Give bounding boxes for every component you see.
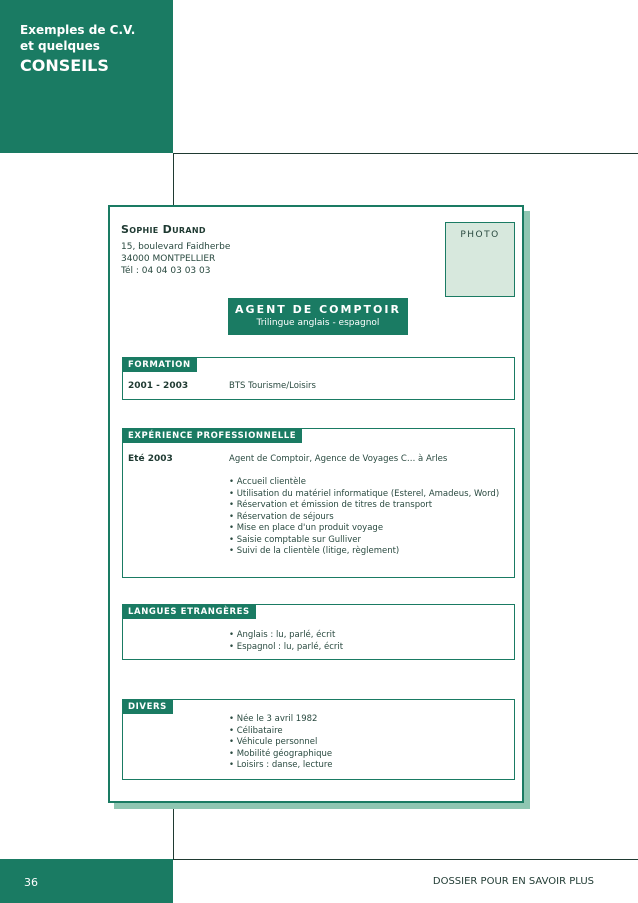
divers-item: • Mobilité géographique <box>229 748 333 759</box>
cv-name: Sophie Durand <box>121 223 206 236</box>
experience-tab: EXPÉRIENCE PROFESSIONNELLE <box>122 429 302 443</box>
header-line-1: Exemples de C.V. <box>20 23 136 37</box>
header-title: CONSEILS <box>20 56 109 75</box>
divers-item: • Célibataire <box>229 725 283 736</box>
job-title: AGENT DE COMPTOIR <box>235 303 401 316</box>
language-item: • Anglais : lu, parlé, écrit <box>229 630 336 640</box>
language-item: • Espagnol : lu, parlé, écrit <box>229 642 344 652</box>
experience-item: • Réservation et émission de titres de transport <box>229 500 433 510</box>
left-rule-bottom <box>173 809 174 859</box>
photo-placeholder <box>445 222 515 297</box>
header-line-2: et quelques <box>20 39 100 53</box>
languages-tab: LANGUES ETRANGÈRES <box>122 605 256 619</box>
footer-title: DOSSIER POUR EN SAVOIR PLUS <box>432 876 594 887</box>
experience-item: • Suivi de la clientèle (litige, règlement) <box>229 546 400 556</box>
job-subtitle: Trilingue anglais - espagnol <box>256 318 380 328</box>
header-subtitle <box>20 22 135 54</box>
formation-tab: FORMATION <box>122 358 197 372</box>
formation-desc: BTS Tourisme/Loisirs <box>229 381 316 391</box>
job-banner <box>228 298 408 335</box>
left-rule-top <box>173 153 174 205</box>
experience-item: • Mise en place d'un produit voyage <box>229 523 384 533</box>
divers-item: • Véhicule personnel <box>229 737 318 747</box>
divers-item: • Loisirs : danse, lecture <box>229 760 333 770</box>
cv-phone: Tél : 04 04 03 03 03 <box>121 266 211 276</box>
experience-item: • Accueil clientèle <box>229 477 306 487</box>
page-number: 36 <box>24 876 38 889</box>
formation-period: 2001 - 2003 <box>128 381 189 391</box>
experience-item: • Utilisation du matériel informatique (Esterel, Amadeus, Word) <box>229 488 500 499</box>
photo-label: PHOTO <box>460 230 500 240</box>
cv-address-street: 15, boulevard Faidherbe <box>121 242 231 252</box>
experience-item: • Saisie comptable sur Gulliver <box>229 534 362 545</box>
header-block <box>0 0 173 153</box>
experience-desc: Agent de Comptoir, Agence de Voyages C… à Arles <box>229 454 448 464</box>
experience-item: • Réservation de séjours <box>229 511 334 522</box>
divers-tab: DIVERS <box>122 700 173 714</box>
divers-item: • Née le 3 avril 1982 <box>229 714 318 724</box>
experience-period: Eté 2003 <box>128 454 173 464</box>
cv-address-city: 34000 MONTPELLIER <box>121 254 216 264</box>
bottom-rule <box>173 859 638 860</box>
top-rule <box>173 153 638 154</box>
